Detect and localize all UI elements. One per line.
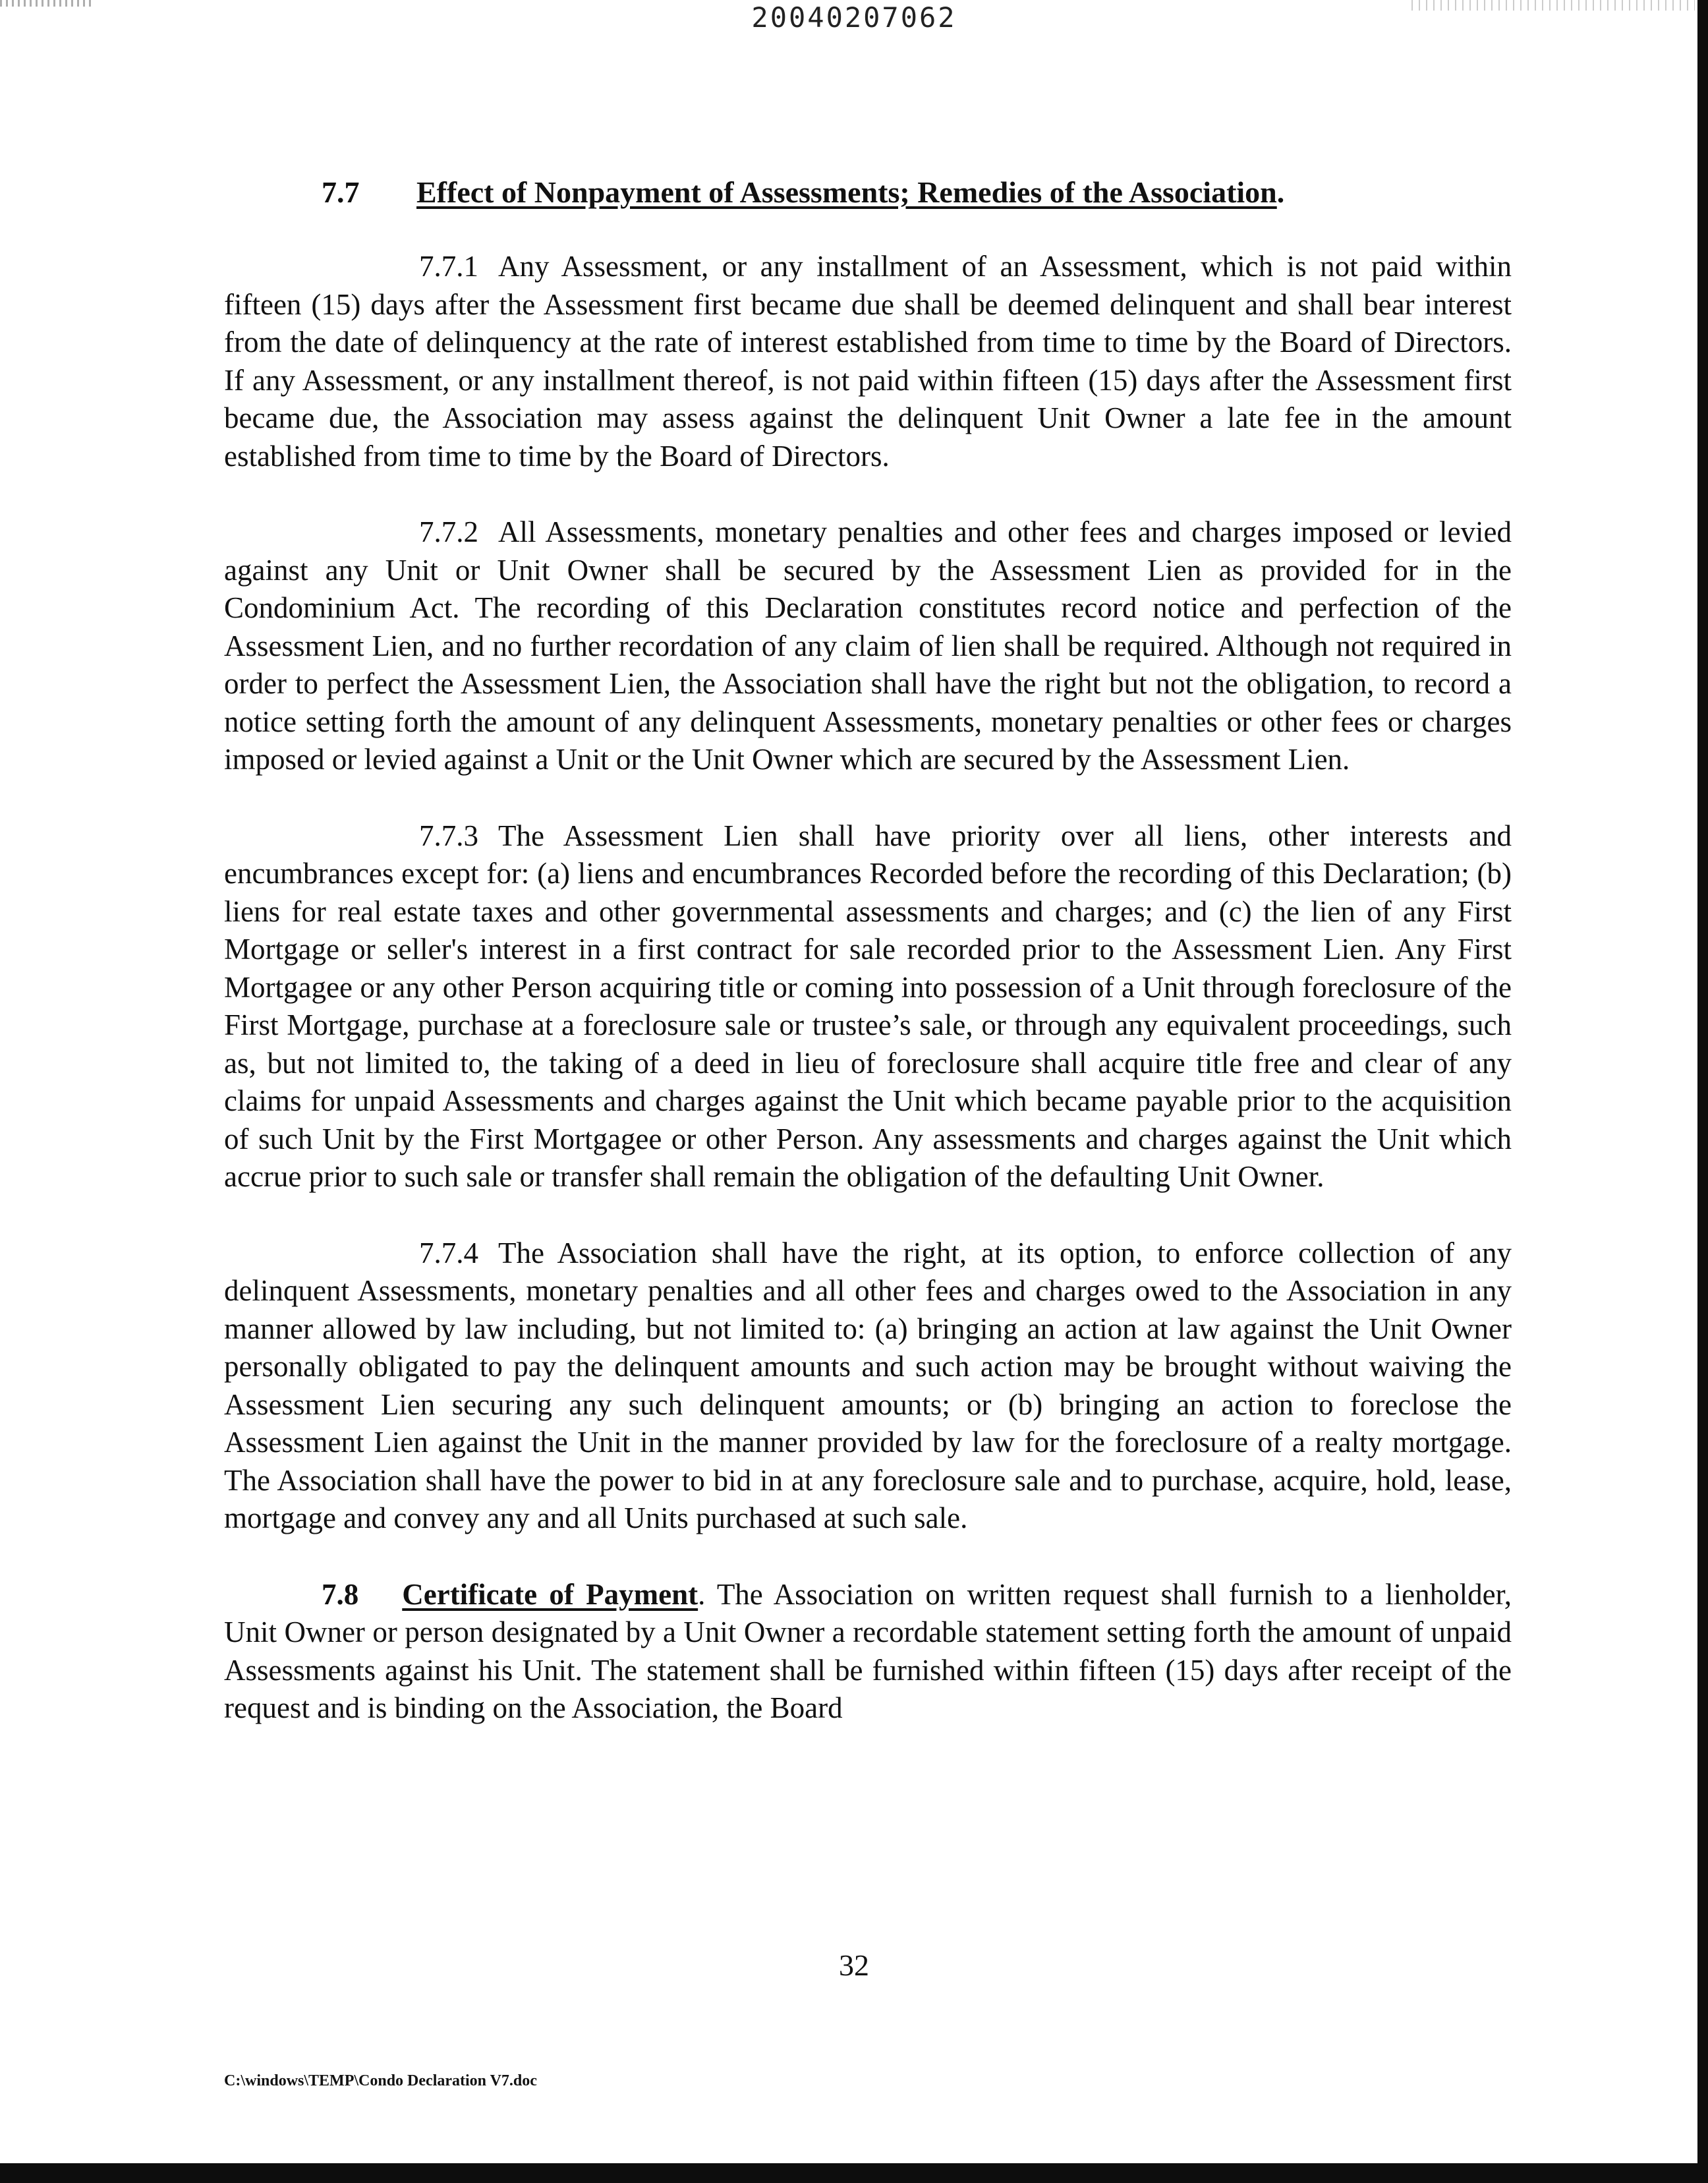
paragraph-number: 7.7.2: [419, 515, 478, 548]
paragraph-text: All Assessments, monetary penalties and other fees and charges imposed or levied against any Unit or Unit Owner shall be secured by the Assessment Lien as provided for in the Condominium Act. The recording of this Declaration constitutes record notice and perfection of the Assessment Lien, and no further recordation of any claim of lien shall be required. Although not required in order to perfect the Assessment Lien, the Association shall have the right but not the obligation, to record a notice setting forth the amount of any delinquent Assessments, monetary penalties or other fees or charges imposed or levied against a Unit or the Unit Owner which are secured by the Assessment Lien.: [224, 515, 1512, 776]
document-id-stamp: 20040207062: [751, 1, 957, 34]
paragraph-number: 7.7.1: [419, 250, 478, 283]
paragraph-number: 7.7.4: [419, 1236, 478, 1269]
paragraph-7-7-3: [224, 817, 1512, 1196]
section-7-7-heading: [224, 173, 1512, 212]
paragraph-text: The Assessment Lien shall have priority over all liens, other interests and encumbrances except for: (a) liens and encumbrances Recorded before the recording of this Declaration; (b) liens for real estate taxes and other governmental assessments and charges; and (c) the lien of any First Mortgage or seller's interest in a first contract for sale recorded prior to the Assessment Lien. Any First Mortgagee or any other Person acquiring title or coming into possession of a Unit through foreclosure of the First Mortgage, purchase at a foreclosure sale or trustee’s sale, or through any equivalent proceedings, such as, but not limited to, the taking of a deed in lieu of foreclosure shall acquire title free and clear of any claims for unpaid Assessments and charges against the Unit which became payable prior to the acquisition of such Unit by the First Mortgagee or other Person. Any assessments and charges against the Unit which accrue prior to such sale or transfer shall remain the obligation of the defaulting Unit Owner.: [224, 819, 1512, 1193]
section-title: Certificate of Payment: [402, 1577, 698, 1611]
paragraph-number: 7.7.3: [419, 819, 478, 852]
paragraph-7-7-1: [224, 248, 1512, 475]
paragraph-text: Any Assessment, or any installment of an Assessment, which is not paid within fifteen (15) days after the Assessment first became due shall be deemed delinquent and shall bear interest from the date of delinquency at the rate of interest established from time to time by the Board of Directors. If any Assessment, or any installment thereof, is not paid within fifteen (15) days after the Assessment first became due, the Association may assess against the delinquent Unit Owner a late fee in the amount established from time to time by the Board of Directors.: [224, 250, 1512, 473]
paragraph-7-7-4: [224, 1235, 1512, 1538]
paragraph-text: . The Association on written request shall furnish to a lienholder, Unit Owner or person designated by a Unit Owner a recordable statement setting forth the amount of unpaid Assessments against his Unit. The statement shall be furnished within fifteen (15) days after receipt of the request and is binding on the Association, the Board: [224, 1577, 1512, 1724]
scan-border-bottom: [0, 2163, 1708, 2183]
scan-border-right: [1697, 0, 1708, 2183]
paragraph-7-7-2: [224, 513, 1512, 779]
section-number: 7.8: [322, 1577, 359, 1611]
section-number: 7.7: [322, 175, 360, 209]
document-body: [224, 173, 1512, 1766]
section-title: Effect of Nonpayment of Assessments; Remedies of the Association: [416, 175, 1277, 209]
page-number: 32: [839, 1948, 869, 1982]
paragraph-text: The Association shall have the right, at its option, to enforce collection of any delinquent Assessments, monetary penalties and all other fees and charges owed to the Association in any manner allowed by law including, but not limited to: (a) bringing an action at law against the Unit Owner personally obligated to pay the delinquent amounts and such action may be brought without waiving the Assessment Lien securing any such delinquent amounts; or (b) bringing an action to foreclose the Assessment Lien against the Unit in the manner provided by law for the foreclosure of a realty mortgage. The Association shall have the power to bid in at any foreclosure sale and to purchase, acquire, hold, lease, mortgage and convey any and all Units purchased at such sale.: [224, 1236, 1512, 1534]
section-title-period: .: [1276, 175, 1285, 209]
section-7-8-paragraph: [224, 1576, 1512, 1728]
file-path-footer: C:\windows\TEMP\Condo Declaration V7.doc: [224, 2072, 537, 2089]
